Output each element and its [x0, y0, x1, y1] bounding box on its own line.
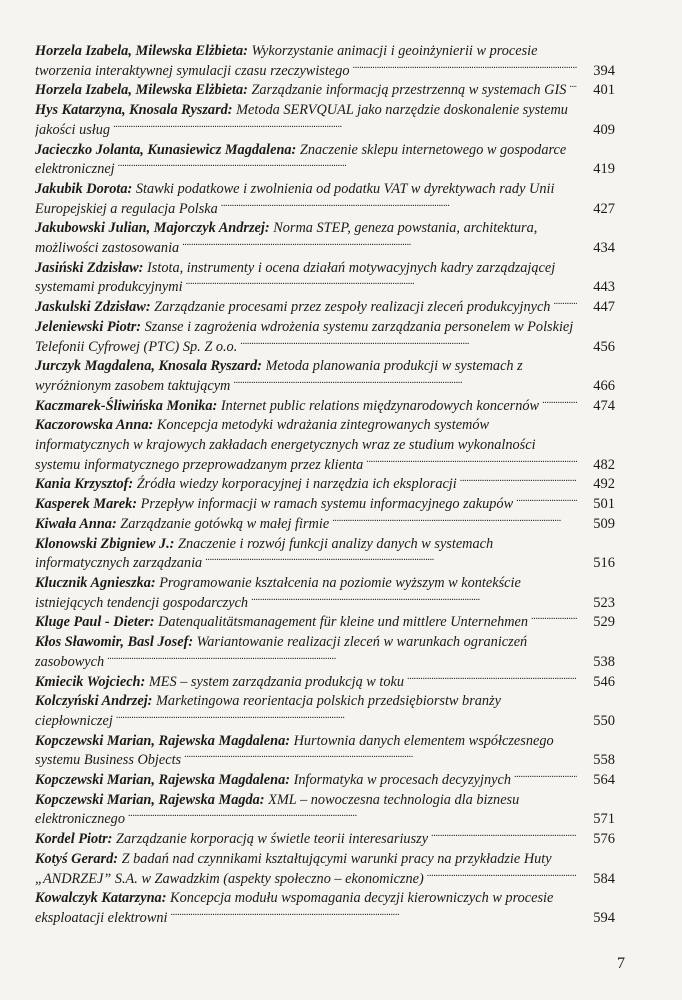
toc-entry-page: 509	[593, 515, 615, 532]
dot-leader	[186, 279, 577, 291]
toc-entry-page: 419	[593, 161, 615, 178]
toc-entry	[35, 81, 615, 101]
toc-entry-line	[35, 515, 615, 535]
dot-leader	[182, 240, 577, 252]
dot-leader	[251, 595, 577, 607]
toc-entry-page: 576	[593, 831, 615, 848]
dot-leader	[233, 378, 577, 390]
toc-entry-authors: Jacieczko Jolanta, Kunasiewicz Magdalena:	[35, 141, 297, 158]
page-number: 7	[617, 955, 625, 972]
toc-entry	[35, 791, 615, 830]
toc-entry-line	[35, 318, 615, 338]
toc-entry-title: Zarządzanie procesami przez zespoły realizacji zleceń produkcyjnych	[154, 299, 551, 316]
toc-entry-line	[35, 751, 615, 771]
toc-entry-authors: Kasperek Marek:	[35, 496, 138, 513]
toc-entry-title: Znaczenie sklepu internetowego w gospodarce	[299, 141, 567, 158]
toc-entry-title: Przepływ informacji w ramach systemu informacyjnego zakupów	[140, 496, 514, 513]
toc-entry-line	[35, 377, 615, 397]
toc-entry-line	[35, 200, 615, 220]
toc-entry-title: systemu Business Objects	[35, 752, 182, 769]
toc-entry-line	[35, 850, 615, 870]
toc-entry-authors: Klucznik Agnieszka:	[35, 574, 156, 591]
toc-entry-line	[35, 180, 615, 200]
toc-entry-line	[35, 357, 615, 377]
dot-leader	[221, 201, 577, 213]
toc-entry-line	[35, 909, 615, 929]
toc-entry-page: 492	[593, 476, 615, 493]
toc-entry	[35, 515, 615, 535]
toc-entry	[35, 889, 615, 928]
toc-entry-title: zasobowych	[35, 653, 105, 670]
toc-entry-title: Stawki podatkowe i zwolnienia od podatku VAT w dyrektywach rady Unii	[135, 180, 555, 197]
toc-entry-line	[35, 397, 615, 417]
toc-entry-page: 538	[593, 653, 615, 670]
dot-leader	[531, 614, 577, 626]
toc-entry-page: 409	[593, 121, 615, 138]
toc-entry-title: Znaczenie i rozwój funkcji analizy danych w systemach	[178, 535, 494, 552]
toc-entry	[35, 574, 615, 613]
toc-entry	[35, 692, 615, 731]
toc-entry-page: 427	[593, 200, 615, 217]
toc-entry-line	[35, 732, 615, 752]
toc-entry-page: 466	[593, 377, 615, 394]
toc-entry-line	[35, 475, 615, 495]
toc-entry-page: 516	[593, 555, 615, 572]
toc-entry-authors: Horzela Izabela, Milewska Elżbieta:	[35, 43, 248, 59]
toc-entry	[35, 416, 615, 475]
toc-entry-line	[35, 42, 615, 62]
toc-entry-authors: Kopczewski Marian, Rajewska Magdalena:	[35, 732, 290, 749]
toc-entry-line	[35, 239, 615, 259]
toc-entry-line	[35, 771, 615, 791]
toc-entry-title: Wykorzystanie animacji i geoinżynierii w procesie	[251, 43, 538, 59]
toc-entry	[35, 259, 615, 298]
toc-entry-authors: Hys Katarzyna, Knosala Ryszard:	[35, 102, 233, 119]
toc-entry-title: Źródła wiedzy korporacyjnej i narzędzia ich eksploracji	[136, 476, 457, 493]
toc-entry-title: MES – system zarządzania produkcją w toku	[148, 673, 405, 690]
toc-entry	[35, 475, 615, 495]
toc-entry-authors: Kopczewski Marian, Rajewska Magdalena:	[35, 772, 290, 789]
toc-entry-line	[35, 121, 615, 141]
toc-entry-title: Programowanie kształcenia na poziomie wyższym w kontekście	[159, 574, 521, 591]
dot-leader	[107, 654, 577, 666]
dot-leader	[170, 910, 577, 922]
toc-entry-title: Telefonii Cyfrowej (PTC) Sp. Z o.o.	[35, 338, 238, 355]
toc-entry-authors: Kiwała Anna:	[35, 515, 117, 532]
toc-entry-authors: Kluge Paul - Dieter:	[35, 614, 155, 631]
dot-leader	[118, 161, 577, 173]
toc-entry-page: 434	[593, 240, 615, 257]
toc-entry-line	[35, 791, 615, 811]
toc-entry-authors: Jeleniewski Piotr:	[35, 318, 142, 335]
toc-entry-line	[35, 495, 615, 515]
toc-entry-page: 550	[593, 712, 615, 729]
toc-entry-page: 594	[593, 909, 615, 926]
toc-entry-line	[35, 298, 615, 318]
toc-entry-title: Metoda planowania produkcji w systemach z	[265, 358, 523, 375]
toc-entry-page: 546	[593, 673, 615, 690]
toc-entry-title: Zarządzanie gotówką w małej firmie	[120, 515, 330, 532]
toc-entry-title: informatycznych zarządzania	[35, 555, 203, 572]
toc-entry-title: możliwości zastosowania	[35, 240, 180, 257]
dot-leader	[427, 871, 577, 883]
toc-entry-line	[35, 338, 615, 358]
toc-entry-page: 564	[593, 772, 615, 789]
toc-entry-title: Internet public relations międzynarodowych koncernów	[220, 397, 540, 414]
toc-entry-line	[35, 535, 615, 555]
toc-entry-authors: Jurczyk Magdalena, Knosala Ryszard:	[35, 358, 262, 375]
toc-entry-page: 443	[593, 279, 615, 296]
dot-leader	[128, 811, 577, 823]
toc-entry	[35, 830, 615, 850]
toc-entry-title: jakości usług	[35, 121, 111, 138]
toc-entry-authors: Kopczewski Marian, Rajewska Magda:	[35, 791, 265, 808]
toc-entry-line	[35, 81, 615, 101]
dot-leader	[116, 713, 577, 725]
toc-entry	[35, 850, 615, 889]
toc-entry	[35, 219, 615, 258]
toc-entry-line	[35, 889, 615, 909]
toc-entry-page: 447	[593, 299, 615, 316]
toc-entry-authors: Kania Krzysztof:	[35, 476, 134, 493]
toc-entry-title: XML – nowoczesna technologia dla biznesu	[268, 791, 520, 808]
toc-entry-title: Informatyka w procesach decyzyjnych	[293, 772, 511, 789]
toc-entry-line	[35, 259, 615, 279]
dot-leader	[407, 674, 577, 686]
toc-entry-authors: Kowalczyk Katarzyna:	[35, 890, 167, 907]
toc-entry-line	[35, 101, 615, 121]
toc-entry-title: „ANDRZEJ” S.A. w Zawadzkim (aspekty społeczno – ekonomiczne)	[35, 870, 424, 887]
toc-entry-title: Hurtownia danych elementem współczesnego	[293, 732, 554, 749]
toc-entry-page: 401	[593, 82, 615, 99]
toc-entry	[35, 771, 615, 791]
toc-entry-line	[35, 673, 615, 693]
toc-entry-authors: Jaskulski Zdzisław:	[35, 299, 151, 316]
table-of-contents	[35, 42, 615, 929]
toc-entry	[35, 318, 615, 357]
toc-entry-title: Istota, instrumenty i ocena działań motywacyjnych kadry zarządzającej	[147, 259, 556, 276]
toc-entry-title: elektronicznej	[35, 161, 115, 178]
toc-entry-line	[35, 160, 615, 180]
toc-entry	[35, 397, 615, 417]
toc-entry	[35, 42, 615, 81]
toc-entry-authors: Kaczorowska Anna:	[35, 417, 154, 434]
dot-leader	[460, 476, 577, 488]
toc-entry-title: Marketingowa reorientacja polskich przedsiębiorstw branży	[156, 693, 501, 710]
dot-leader	[514, 772, 577, 784]
toc-entry	[35, 180, 615, 219]
toc-entry-title: Datenqualitätsmanagement für kleine und mittlere Unternehmen	[158, 614, 529, 631]
toc-entry-authors: Kordel Piotr:	[35, 831, 113, 848]
toc-entry-title: istniejących tendencji gospodarczych	[35, 594, 249, 611]
dot-leader	[542, 398, 577, 410]
toc-entry-line	[35, 870, 615, 890]
toc-entry-line	[35, 456, 615, 476]
toc-entry-title: Norma STEP, geneza powstania, architektura,	[273, 220, 538, 237]
toc-entry-title: Koncepcja modułu wspomagania decyzji kierowniczych w procesie	[170, 890, 554, 907]
toc-entry-title: Zarządzanie informacją przestrzenną w systemach GIS	[251, 82, 567, 99]
toc-entry-title: ciepłowniczej	[35, 712, 113, 729]
dot-leader	[431, 831, 577, 843]
toc-entry-line	[35, 692, 615, 712]
toc-entry-authors: Klonowski Zbigniew J.:	[35, 535, 175, 552]
toc-entry-title: Europejskiej a regulacja Polska	[35, 200, 218, 217]
toc-entry-title: elektronicznego	[35, 811, 125, 828]
toc-entry-line	[35, 653, 615, 673]
toc-entry-authors: Kmiecik Wojciech:	[35, 673, 146, 690]
toc-entry-title: systemu informatycznego przeprowadzanym przez klienta	[35, 456, 364, 473]
toc-entry-title: Wariantowanie realizacji zleceń w warunkach ograniczeń	[196, 634, 528, 651]
toc-entry-line	[35, 436, 615, 456]
dot-leader	[332, 516, 577, 528]
toc-entry-title: Szanse i zagrożenia wdrożenia systemu zarządzania personelem w Polskiej	[144, 318, 574, 335]
toc-entry-title: systemami produkcyjnymi	[35, 279, 183, 296]
toc-entry-line	[35, 278, 615, 298]
toc-entry	[35, 535, 615, 574]
toc-entry	[35, 613, 615, 633]
toc-entry	[35, 357, 615, 396]
dot-leader	[205, 555, 577, 567]
toc-entry-title: eksploatacji elektrowni	[35, 909, 168, 926]
toc-entry-title: informatycznych w krajowych zakładach energetycznych wraz ze studium wykonalności	[35, 437, 536, 454]
toc-entry-line	[35, 810, 615, 830]
toc-entry-line	[35, 633, 615, 653]
toc-entry-authors: Jakubik Dorota:	[35, 180, 133, 197]
toc-entry-page: 558	[593, 752, 615, 769]
toc-entry-title: Koncepcja metodyki wdrażania zintegrowanych systemów	[156, 417, 490, 434]
toc-entry-line	[35, 613, 615, 633]
toc-entry-line	[35, 594, 615, 614]
toc-entry	[35, 141, 615, 180]
toc-entry	[35, 673, 615, 693]
toc-entry-authors: Horzela Izabela, Milewska Elżbieta:	[35, 82, 248, 99]
toc-entry-page: 474	[593, 397, 615, 414]
dot-leader	[353, 63, 578, 75]
toc-entry-authors: Kaczmarek-Śliwińska Monika:	[35, 397, 218, 414]
toc-entry-title: Metoda SERVQUAL jako narzędzie doskonalenie systemu	[236, 102, 568, 119]
toc-entry-line	[35, 830, 615, 850]
toc-entry-page: 482	[593, 456, 615, 473]
toc-entry-title: tworzenia interaktywnej symulacji czasu rzeczywistego	[35, 62, 350, 79]
toc-entry-title: Z badań nad czynnikami kształtującymi warunki pracy na przykładzie Huty	[121, 850, 552, 867]
toc-entry-authors: Kotyś Gerard:	[35, 850, 118, 867]
toc-entry-line	[35, 62, 615, 82]
toc-entry-line	[35, 416, 615, 436]
toc-entry-page: 584	[593, 870, 615, 887]
toc-entry-line	[35, 219, 615, 239]
toc-entry	[35, 298, 615, 318]
toc-entry-authors: Kłos Sławomir, Basl Josef:	[35, 634, 194, 651]
toc-entry-page: 394	[593, 62, 615, 79]
toc-entry-authors: Kolczyński Andrzej:	[35, 693, 153, 710]
toc-entry-page: 571	[593, 811, 615, 828]
dot-leader	[569, 82, 577, 94]
toc-entry-authors: Jakubowski Julian, Majorczyk Andrzej:	[35, 220, 270, 237]
dot-leader	[366, 457, 577, 469]
toc-entry	[35, 633, 615, 672]
toc-entry-line	[35, 141, 615, 161]
dot-leader	[240, 339, 577, 351]
toc-entry-page: 456	[593, 338, 615, 355]
toc-entry-title: wyróżnionym zasobem taktującym	[35, 377, 231, 394]
dot-leader	[516, 496, 577, 508]
toc-entry	[35, 101, 615, 140]
toc-entry	[35, 495, 615, 515]
dot-leader	[553, 299, 577, 311]
toc-entry-title: Zarządzanie korporacją w świetle teorii interesariuszy	[116, 831, 429, 848]
toc-entry-page: 529	[593, 614, 615, 631]
toc-entry-line	[35, 554, 615, 574]
dot-leader	[113, 122, 577, 134]
toc-entry-page: 523	[593, 594, 615, 611]
toc-entry-page: 501	[593, 496, 615, 513]
dot-leader	[184, 752, 577, 764]
toc-entry	[35, 732, 615, 771]
toc-entry-line	[35, 574, 615, 594]
toc-entry-line	[35, 712, 615, 732]
toc-entry-authors: Jasiński Zdzisław:	[35, 259, 144, 276]
